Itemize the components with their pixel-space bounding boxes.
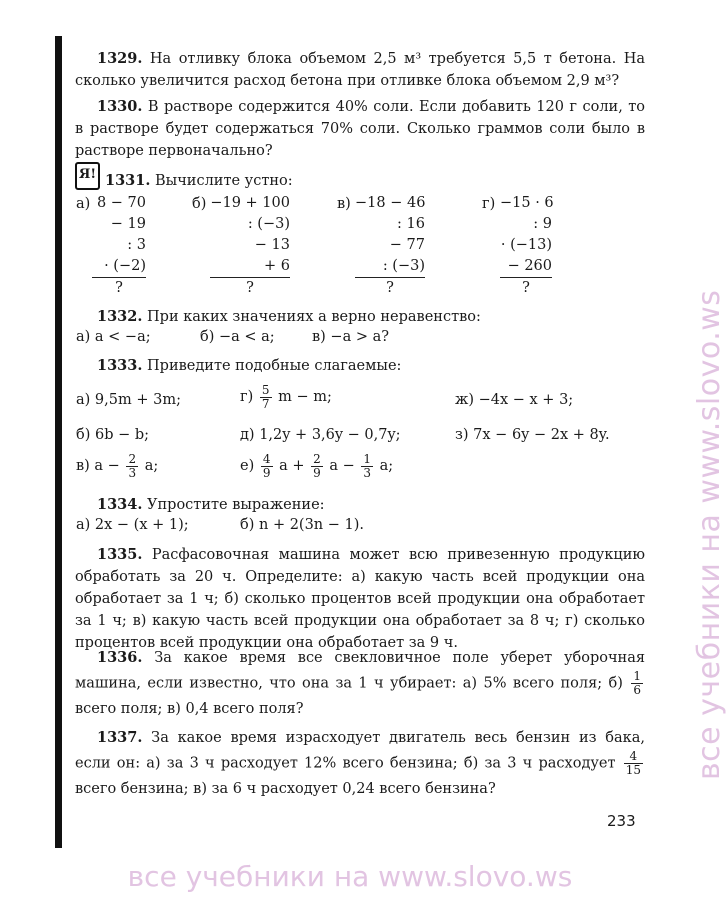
chain-line: : 9: [533, 216, 552, 232]
chain-line: − 260: [500, 256, 552, 278]
page-spine: [55, 36, 62, 848]
chain-result: ?: [246, 280, 254, 296]
problem-1336: [75, 646, 645, 721]
problem-number: 1331.: [105, 172, 151, 189]
problem-1337: [75, 726, 645, 801]
oral-exercise-icon: Я!: [75, 162, 100, 190]
numerator: 5: [261, 382, 270, 397]
numerator: 1: [363, 451, 372, 466]
option-a: а) a < −a;: [76, 329, 151, 345]
item-g: [240, 382, 332, 412]
chain-line: −15 · 6: [500, 195, 554, 211]
chain-line: : 3: [127, 237, 146, 253]
problem-text: Упростите выражение:: [147, 497, 325, 513]
problem-text: всего поля; в) 0,4 всего поля?: [75, 701, 304, 717]
denominator: 15: [625, 763, 642, 777]
denominator: 3: [128, 465, 137, 480]
calc-chain-g: [500, 193, 552, 299]
option-b: б) n + 2(3n − 1).: [240, 517, 365, 533]
problem-number: 1330.: [97, 98, 143, 115]
fraction: [361, 453, 373, 480]
problem-1331-heading: [105, 170, 293, 192]
problem-1329: [75, 48, 645, 92]
problem-text: За какое время все свекловичное поле уберет уборочная машина, если известно, что она за 1 ч убирает: а) 5% всего поля; б): [75, 650, 646, 692]
fraction: [126, 453, 138, 480]
problem-1333-heading: [97, 355, 401, 377]
fraction: [261, 453, 273, 480]
problem-text: При каких значениях a верно неравенство:: [147, 309, 481, 325]
fraction: [624, 750, 643, 777]
chain-result: ?: [386, 280, 394, 296]
numerator: 4: [262, 451, 271, 466]
item-text: a;: [144, 458, 159, 474]
watermark-bottom: все учебники на www.slovo.ws: [127, 860, 573, 893]
chain-line: − 19: [110, 216, 146, 232]
denominator: 3: [363, 465, 372, 480]
denominator: 7: [261, 396, 270, 411]
problem-1334-heading: [97, 494, 325, 516]
item-zh: ж) −4x − x + 3;: [455, 392, 574, 408]
watermark-vertical: все учебники на www.slovo.ws: [692, 289, 727, 780]
item-label: г): [240, 389, 254, 405]
problem-number: 1337.: [97, 729, 143, 746]
problem-1330: [75, 96, 645, 162]
chain-line: −18 − 46: [355, 195, 426, 211]
option-b: б) −a < a;: [200, 329, 275, 345]
chain-line: − 13: [254, 237, 290, 253]
calc-chain-b: [210, 193, 290, 299]
denominator: 9: [313, 465, 321, 480]
problem-1335: [75, 544, 645, 654]
problem-text: За какое время израсходует двигатель весь бензин из бака, если он: а) за 3 ч расходует 12% всего бензина; б) за 3 ч расходует: [75, 730, 645, 772]
item-text: a +: [279, 458, 305, 474]
fraction: [260, 384, 272, 411]
col-g-label: г): [482, 196, 496, 212]
problem-text: Расфасовочная машина может всю привезенную продукцию обработать за 20 ч. Определите: а) какую часть всей продукции она обработает за 1 ч; б) сколько процентов всей продукции она обработает за 1 ч; в) какую часть всей продукции она обработает за 8 ч; г) сколько процентов всей продукции она обработает за 9 ч.: [75, 547, 645, 651]
option-a: а) 2x − (x + 1);: [76, 517, 189, 533]
numerator: 4: [624, 750, 643, 764]
calc-chain-a: [92, 193, 146, 299]
denominator: 6: [633, 683, 641, 697]
chain-line: : (−3): [355, 256, 425, 278]
problem-text: В растворе содержится 40% соли. Если добавить 120 г соли, то в растворе будет содержаться 70% соли. Сколько граммов соли было в растворе первоначально?: [75, 99, 645, 159]
chain-line: · (−13): [500, 237, 552, 253]
problem-1332-heading: [97, 306, 481, 328]
chain-result: ?: [115, 280, 123, 296]
problem-number: 1333.: [97, 357, 143, 374]
item-d: д) 1,2y + 3,6y − 0,7y;: [240, 427, 401, 443]
chain-line: : (−3): [247, 216, 290, 232]
numerator: 1: [633, 669, 641, 683]
problem-number: 1335.: [97, 546, 143, 563]
numerator: 2: [128, 451, 137, 466]
item-z: з) 7x − 6y − 2x + 8y.: [455, 427, 610, 443]
fraction: [631, 670, 643, 697]
problem-text: Приведите подобные слагаемые:: [147, 358, 402, 374]
problem-number: 1334.: [97, 496, 143, 513]
item-a: а) 9,5m + 3m;: [76, 392, 181, 408]
col-a-label: а): [76, 196, 91, 212]
chain-line: : 16: [397, 216, 425, 232]
page-number: 233: [607, 812, 636, 830]
chain-line: 8 − 70: [96, 195, 146, 211]
item-b: б) 6b − b;: [76, 427, 150, 443]
numerator: 2: [313, 451, 321, 466]
item-label: е): [240, 458, 255, 474]
item-text: a −: [329, 458, 355, 474]
chain-line: − 77: [389, 237, 425, 253]
item-text: m − m;: [278, 389, 332, 405]
chain-line: −19 + 100: [210, 195, 290, 211]
problem-text: На отливку блока объемом 2,5 м³ требуется 5,5 т бетона. На сколько увеличится расход бетона при отливке блока объемом 2,9 м³?: [75, 51, 646, 89]
item-label: в) a −: [76, 458, 120, 474]
option-v: в) −a > a?: [312, 329, 390, 345]
item-v: [76, 451, 158, 481]
problem-number: 1332.: [97, 308, 143, 325]
col-v-label: в): [337, 196, 351, 212]
problem-number: 1336.: [97, 649, 143, 666]
chain-result: ?: [522, 280, 530, 296]
col-b-label: б): [192, 196, 207, 212]
problem-text: всего бензина; в) за 6 ч расходует 0,24 всего бензина?: [75, 781, 496, 797]
chain-line: · (−2): [92, 256, 146, 278]
calc-chain-v: [355, 193, 425, 299]
item-e: [240, 451, 393, 481]
item-text: a;: [379, 458, 394, 474]
chain-line: + 6: [210, 256, 290, 278]
denominator: 9: [262, 465, 271, 480]
fraction: [311, 453, 323, 480]
problem-text: Вычислите устно:: [155, 173, 293, 189]
problem-number: 1329.: [97, 50, 143, 67]
